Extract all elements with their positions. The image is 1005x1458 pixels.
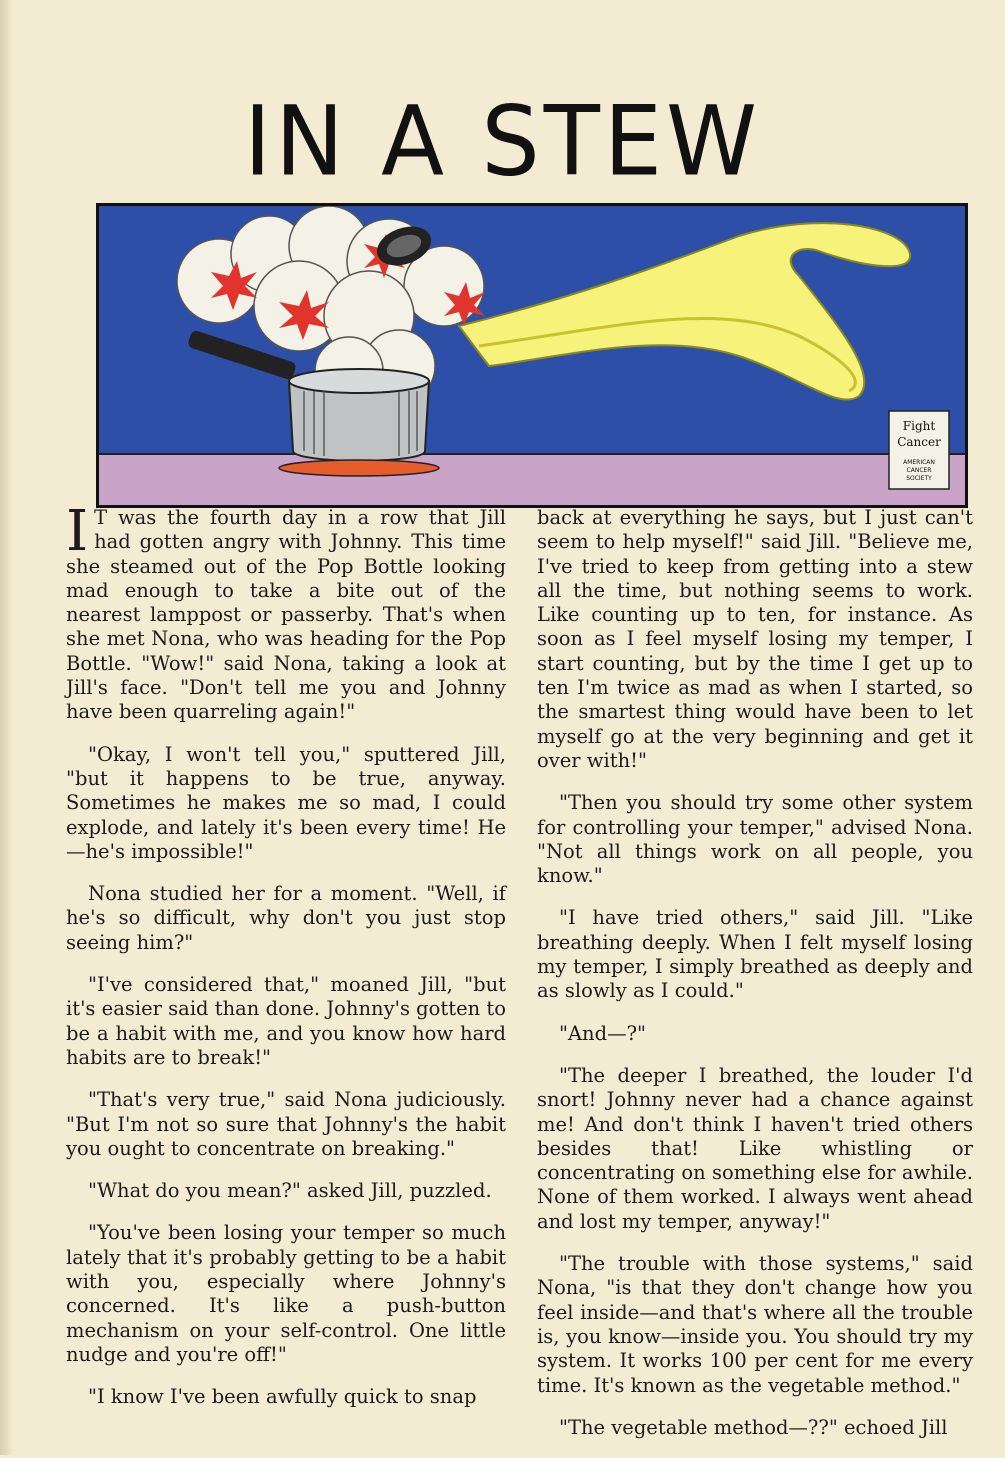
story-paragraph: "That's very true," said Nona judiciously. "But I'm not so sure that Johnny's the habit you ought to concentrate on breaking." [66, 1088, 506, 1160]
story-paragraph: "What do you mean?" asked Jill, puzzled. [88, 1179, 492, 1203]
badge-line-5: SOCIETY [906, 475, 932, 482]
story-paragraph: "You've been losing your temper so much lately that it's probably getting to be a habit with you, especially where Johnny's concerned. It's like a push-button mechanism on your self-control. One little nudge and you're off!" [66, 1221, 506, 1366]
story-paragraph: "And—?" [559, 1021, 647, 1045]
badge-line-3: AMERICAN [903, 459, 935, 466]
story-paragraph: "I have tried others," said Jill. "Like breathing deeply. When I felt myself losing my temper, I simply breathed as deeply and as slowly as I could." [537, 906, 973, 1003]
badge-line-4: CANCER [906, 467, 932, 474]
badge-line-2: Cancer [897, 435, 941, 449]
steaming-pot-exploding-icon [99, 206, 965, 505]
right-column [537, 506, 973, 1458]
story-paragraph: "The deeper I breathed, the louder I'd snort! Johnny never had a chance against me! And don't think I haven't tried others besides that! Like whistling or concentrating on something else for awhile. None of them worked. I always went ahead and lost my temper, anyway!" [537, 1063, 973, 1233]
story-paragraph: "I know I've been awfully quick to snap [88, 1385, 477, 1409]
story-paragraph: "I've considered that," moaned Jill, "but it's easier said than done. Johnny's gotten to be a habit with me, and you know how hard habits are to break!" [66, 973, 506, 1069]
story-paragraph: "Okay, I won't tell you," sputtered Jill, "but it happens to be true, anyway. Sometimes he makes me so mad, I could explode, and lately it's been every time! He—he's impossible!" [66, 742, 506, 863]
page-title: IN A STEW [243, 85, 762, 198]
story-paragraph: "The trouble with those systems," said Nona, "is that they don't change how you feel inside—and that's where all the trouble is, you know—inside you. You should try my system. It works 100 per cent for me every time. It's known as the vegetable method." [537, 1252, 973, 1397]
story-paragraph: Nona studied her for a moment. "Well, if he's so difficult, why don't you just stop seeing him?" [66, 882, 506, 954]
left-column [66, 499, 506, 1428]
story-paragraph: "The vegetable method—??" echoed Jill [559, 1415, 948, 1439]
illustration-panel [96, 203, 968, 508]
badge-line-1: Fight [902, 419, 936, 433]
page-edge [0, 0, 14, 1455]
story-paragraph: I T was the fourth day in a row that Jill had gotten angry with Johnny. This time she steamed out of the Pop Bottle looking mad enough to take a bite out of the nearest lamppost or passerby. That's when she met Nona, who was heading for the Pop Bottle. "Wow!" said Nona, taking a look at Jill's face. "Don't tell me you and Johnny have been quarreling again!" [66, 499, 506, 724]
drop-cap: I [66, 499, 89, 564]
story-paragraph: back at everything he says, but I just can't seem to help myself!" said Jill. "Believe me, I've tried to keep from getting into a stew all the time, but nothing seems to work. Like counting up to ten, for instance. As soon as I feel myself losing my temper, I start counting, but by the time I get up to ten I'm twice as mad as when I started, so the smartest thing would have been to let myself go at the very beginning and get it over with!" [537, 506, 973, 772]
story-paragraph: "Then you should try some other system for controlling your temper," advised Nona. "Not all things work on all people, you know." [537, 791, 973, 888]
